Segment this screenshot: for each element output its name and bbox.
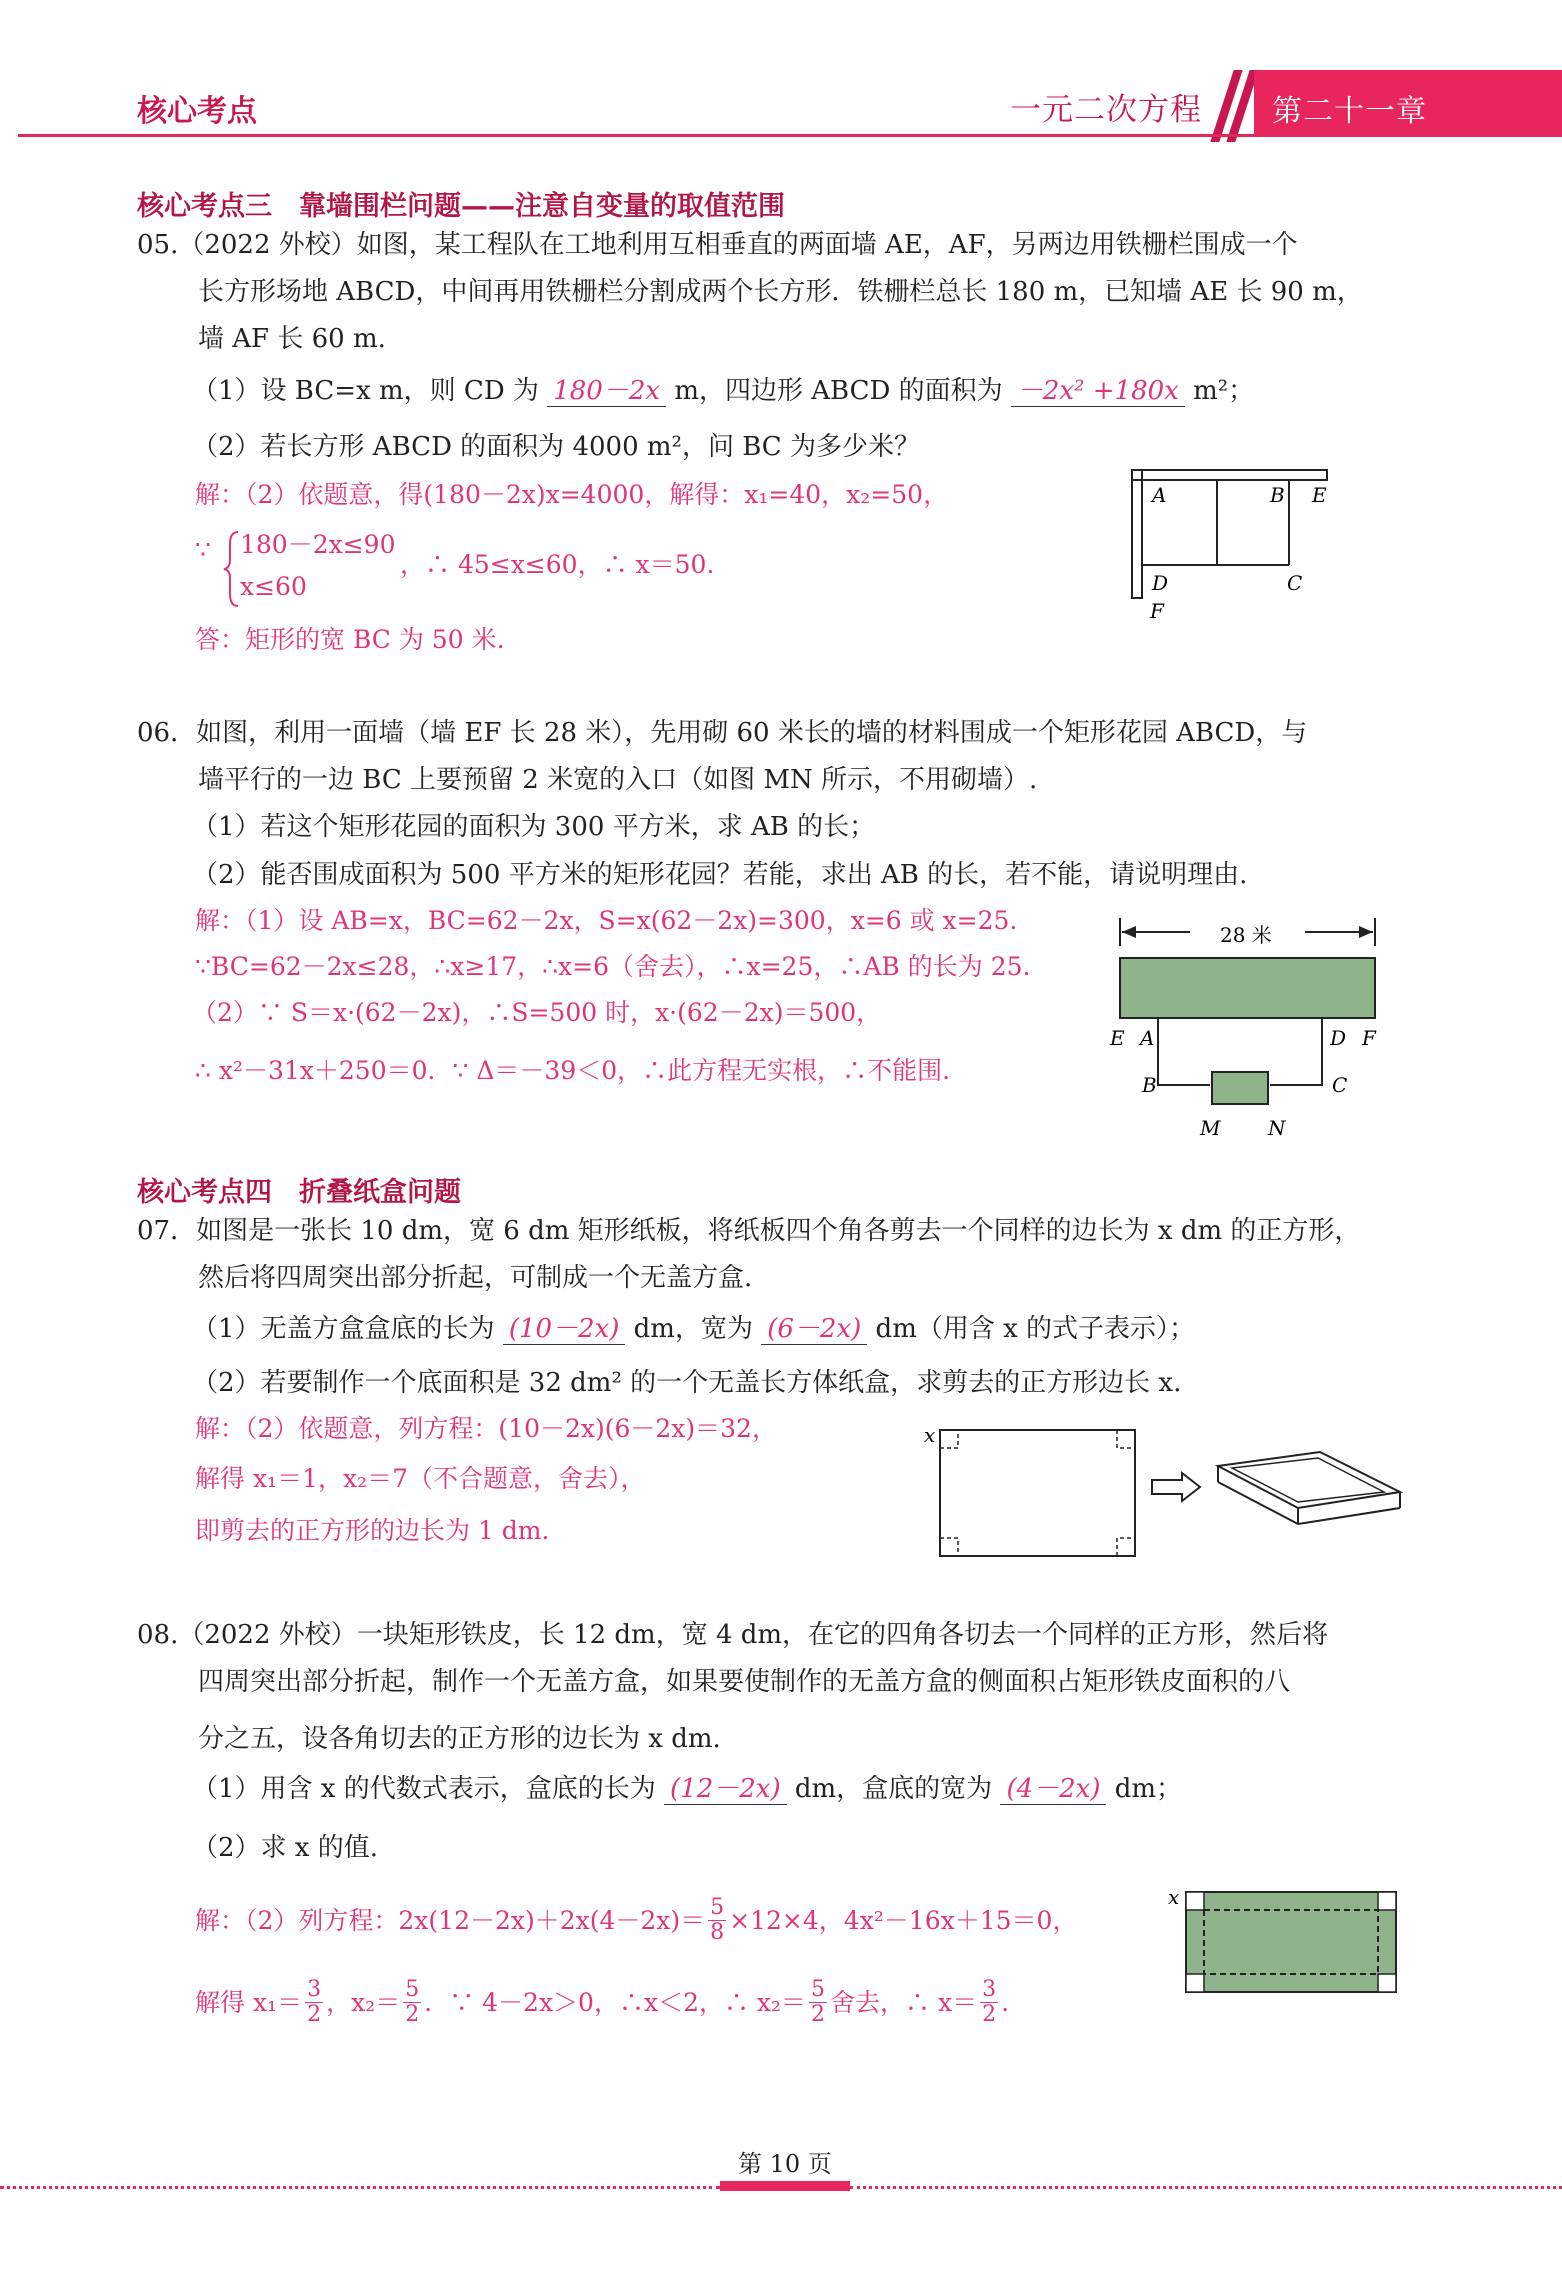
footer-bar [720,2181,850,2191]
q05-stem-line2: 长方形场地 ABCD，中间再用铁栅栏分割成两个长方形．铁栅栏总长 180 m，已知墙 AE 长 90 m， [198,277,1363,307]
footer-dotted-rule [850,2186,1562,2189]
q05-system-line1: 180－2x≤90 [240,530,396,559]
q05-label-c: C [1287,571,1303,595]
q06-solution-line2: ∵BC=62－2x≤28，∴x≥17，∴x=6（舍去），∴x=25，∴AB 的长为 25. [195,952,1031,981]
fraction: $\frac{5}{2}$ [405,1977,420,2027]
q06-solution-line4: ∴ x²－31x＋250＝0．∵ Δ＝－39＜0，∴此方程无实根，∴不能围. [195,1056,951,1085]
q06-label-f: F [1362,1026,1376,1050]
q05-answer-cd: 180－2x [547,376,666,407]
q06-label-m: M [1200,1116,1221,1140]
q06-part2: （2）能否围成面积为 500 平方米的矩形花园？若能，求出 AB 的长，若不能，请说明理由. [192,860,1248,890]
q05-stem-line1: 05.（2022 外校）如图，某工程队在工地利用互相垂直的两面墙 AE，AF，另两边用铁栅栏围成一个 [137,230,1298,260]
fraction: $\frac{5}{8}$ [710,1895,725,1945]
q07-label-x: x [924,1423,936,1447]
header-chapter: 第二十一章 [1272,94,1427,129]
q06-solution-line3: （2）∵ S＝x·(62－2x)，∴S=500 时，x·(62－2x)＝500， [192,998,882,1027]
q05-system-brace [222,530,242,608]
q05-label-b: B [1270,483,1285,507]
q06-label-c: C [1332,1073,1348,1097]
q07-answer-width: (6－2x) [761,1314,867,1345]
section-title: 核心考点三 靠墙围栏问题——注意自变量的取值范围 [137,191,785,222]
q06-stem-line2: 墙平行的一边 BC 上要预留 2 米宽的入口（如图 MN 所示，不用砌墙）. [198,765,1038,795]
q07-solution-line3: 即剪去的正方形的边长为 1 dm. [195,1516,550,1545]
q08-label-x: x [1168,1885,1180,1909]
q08-stem-line3: 分之五，设各角切去的正方形的边长为 x dm. [198,1724,721,1754]
q07-stem-line1: 07．如图是一张长 10 dm，宽 6 dm 矩形纸板，将纸板四个角各剪去一个同样的边长为 x dm 的正方形， [137,1216,1361,1246]
q07-part1: （1）无盖方盒盒底的长为 (10－2x) dm，宽为 (6－2x) dm（用含 x 的式子表示）； [192,1314,1196,1344]
q07-solution-line1: 解：（2）依题意，列方程：(10－2x)(6－2x)＝32， [195,1414,777,1443]
q08-figure [1160,1882,1410,2002]
q06-label-a: A [1140,1026,1155,1050]
q06-part1: （1）若这个矩形花园的面积为 300 平方米，求 AB 的长； [192,812,876,842]
q06-stem-line1: 06．如图，利用一面墙（墙 EF 长 28 米），先用砌 60 米长的墙的材料围成一个矩形花园 ABCD，与 [137,718,1308,748]
q05-label-e: E [1312,483,1327,507]
q06-label-b: B [1142,1073,1157,1097]
q08-answer-width: (4－2x) [1000,1774,1106,1805]
q08-answer-length: (12－2x) [664,1774,787,1805]
q08-stem-line2: 四周突出部分折起，制作一个无盖方盒，如果要使制作的无盖方盒的侧面积占矩形铁皮面积的八 [198,1667,1291,1697]
q06-label-e: E [1110,1026,1125,1050]
q05-solution-line2: ∵ [195,535,211,564]
q05-stem-line3: 墙 AF 长 60 m. [198,324,386,354]
q07-answer-length: (10－2x) [503,1314,626,1345]
q08-stem-line1: 08.（2022 外校）一块矩形铁皮，长 12 dm，宽 4 dm，在它的四角各切去一个同样的正方形，然后将 [137,1620,1329,1650]
q06-label-n: N [1268,1116,1286,1140]
section-title: 核心考点四 折叠纸盒问题 [137,1177,461,1208]
q05-solution-range: ，∴ 45≤x≤60，∴ x＝50. [400,550,715,579]
q06-figure [1100,910,1400,1148]
fraction: $\frac{3}{2}$ [982,1977,997,2027]
q08-solution-line1: 解：（2）列方程：2x(12－2x)＋2x(4－2x)＝ $\frac{5}{8}$ ×12×4，4x²－16x＋15＝0， [195,1895,1078,1945]
q07-solution-line2: 解得 x₁＝1，x₂＝7（不合题意，舍去）， [195,1464,646,1493]
q05-part1: （1）设 BC=x m，则 CD 为 180－2x m，四边形 ABCD 的面积为 －2x² +180x m²； [192,376,1255,406]
header-section-label: 核心考点 [137,94,257,129]
q05-part2: （2）若长方形 ABCD 的面积为 4000 m²，问 BC 为多少米？ [192,432,920,462]
q05-answer-area: －2x² +180x [1011,376,1185,407]
fraction: $\frac{5}{2}$ [811,1977,826,2027]
q05-label-f: F [1150,599,1164,623]
q06-solution-line1: 解：（1）设 AB=x，BC=62－2x，S=x(62－2x)=300，x=6 或 x=25. [195,906,1018,935]
fraction: $\frac{3}{2}$ [307,1977,322,2027]
q05-figure [1125,465,1335,630]
q07-figure [920,1420,1410,1560]
q05-label-a: A [1152,483,1167,507]
header-rule [18,134,1562,137]
q07-stem-line2: 然后将四周突出部分折起，可制成一个无盖方盒. [198,1263,753,1293]
page-number: 第 10 页 [738,2150,832,2178]
header-topic: 一元二次方程 [1010,92,1202,128]
q06-label-d: D [1330,1026,1347,1050]
q05-system-line2: x≤60 [240,572,307,601]
q07-part2: （2）若要制作一个底面积是 32 dm² 的一个无盖长方体纸盒，求剪去的正方形边长 x. [192,1368,1182,1398]
q05-answer-statement: 答：矩形的宽 BC 为 50 米. [195,625,505,654]
q08-part2: （2）求 x 的值. [192,1833,378,1863]
q08-solution-line2: 解得 x₁＝ $\frac{3}{2}$ ，x₂＝ $\frac{5}{2}$ ．∵ 4－2x＞0，∴x＜2，∴ x₂＝ $\frac{5}{2}$ 舍去，∴ x＝ $\frac{3}{2}$ . [195,1977,1010,2027]
footer-dotted-rule [0,2186,720,2189]
q05-label-d: D [1152,571,1169,595]
q06-wall-length: 28 米 [1220,923,1272,947]
q05-solution-line1: 解：（2）依题意，得(180－2x)x=4000，解得：x₁=40，x₂=50， [195,480,949,509]
q08-part1: （1）用含 x 的代数式表示，盒底的长为 (12－2x) dm，盒底的宽为 (4－2x) dm； [192,1774,1183,1804]
